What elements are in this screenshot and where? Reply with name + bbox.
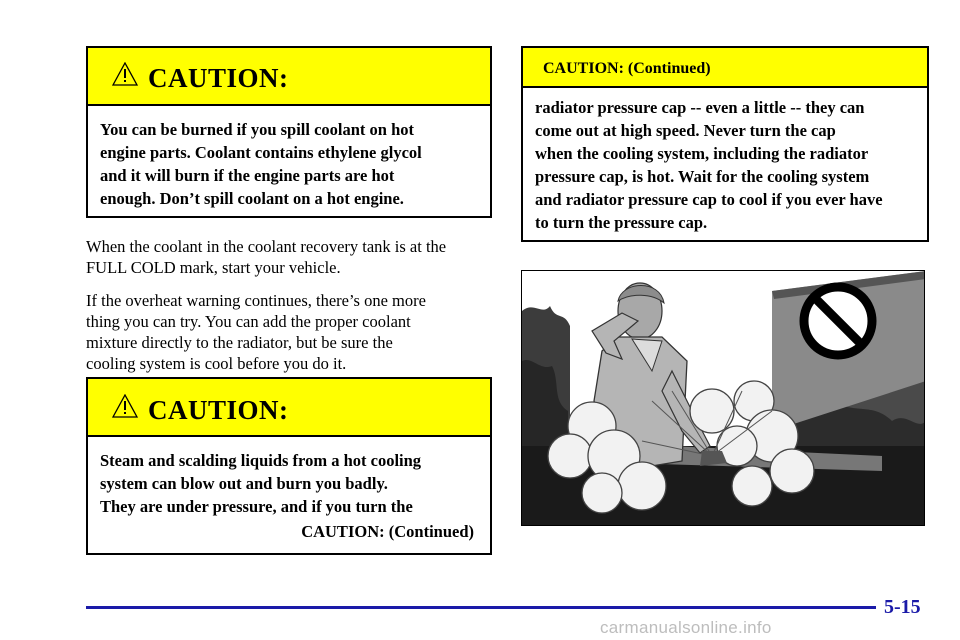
caution-box-coolant-burn <box>86 46 492 218</box>
caution-title: CAUTION: <box>148 395 289 425</box>
prohibition-sign-icon <box>798 281 878 361</box>
body-paragraph-overheat <box>86 290 496 374</box>
caution-line: pressure cap, is hot. Wait for the cooling system <box>535 167 870 186</box>
paragraph-line: cooling system is cool before you do it. <box>86 354 347 373</box>
caution-line: system can blow out and burn you badly. <box>100 474 388 493</box>
caution-box-steam <box>86 377 492 555</box>
caution-line: Steam and scalding liquids from a hot cooling <box>100 451 422 470</box>
caution-line: come out at high speed. Never turn the cap <box>535 121 836 140</box>
caution-line: and it will burn if the engine parts are hot <box>100 166 395 185</box>
caution-line: radiator pressure cap -- even a little -- they can <box>535 98 865 117</box>
caution-text <box>88 106 490 210</box>
caution-box-continued <box>521 46 929 242</box>
caution-line: They are under pressure, and if you turn the <box>100 497 413 516</box>
warning-triangle-icon <box>112 62 138 86</box>
caution-title: CAUTION: (Continued) <box>543 60 711 77</box>
body-paragraph-full-cold <box>86 236 496 278</box>
steam-burn-illustration <box>521 270 925 526</box>
caution-text <box>88 437 490 543</box>
caution-header <box>88 48 490 106</box>
caution-line: engine parts. Coolant contains ethylene glycol <box>100 143 422 162</box>
caution-line: and radiator pressure cap to cool if you ever have <box>535 190 883 209</box>
caution-line: when the cooling system, including the radiator <box>535 144 869 163</box>
caution-header <box>523 48 927 88</box>
caution-text <box>523 88 927 234</box>
paragraph-line: mixture directly to the radiator, but be sure the <box>86 333 393 352</box>
caution-line: You can be burned if you spill coolant on hot <box>100 120 415 139</box>
caution-title: CAUTION: <box>148 63 289 93</box>
paragraph-line: FULL COLD mark, start your vehicle. <box>86 258 341 277</box>
caution-header <box>88 379 490 437</box>
paragraph-line: thing you can try. You can add the proper coolant <box>86 312 411 331</box>
paragraph-line: If the overheat warning continues, there’s one more <box>86 291 426 310</box>
page-number: 5-15 <box>884 596 921 618</box>
footer-rule <box>86 606 876 609</box>
warning-triangle-icon <box>112 394 138 418</box>
watermark: carmanualsonline.info <box>600 618 772 637</box>
caution-line: enough. Don’t spill coolant on a hot engine. <box>100 189 404 208</box>
caution-continued: CAUTION: (Continued) <box>301 522 474 541</box>
caution-line: to turn the pressure cap. <box>535 213 708 232</box>
paragraph-line: When the coolant in the coolant recovery tank is at the <box>86 237 447 256</box>
